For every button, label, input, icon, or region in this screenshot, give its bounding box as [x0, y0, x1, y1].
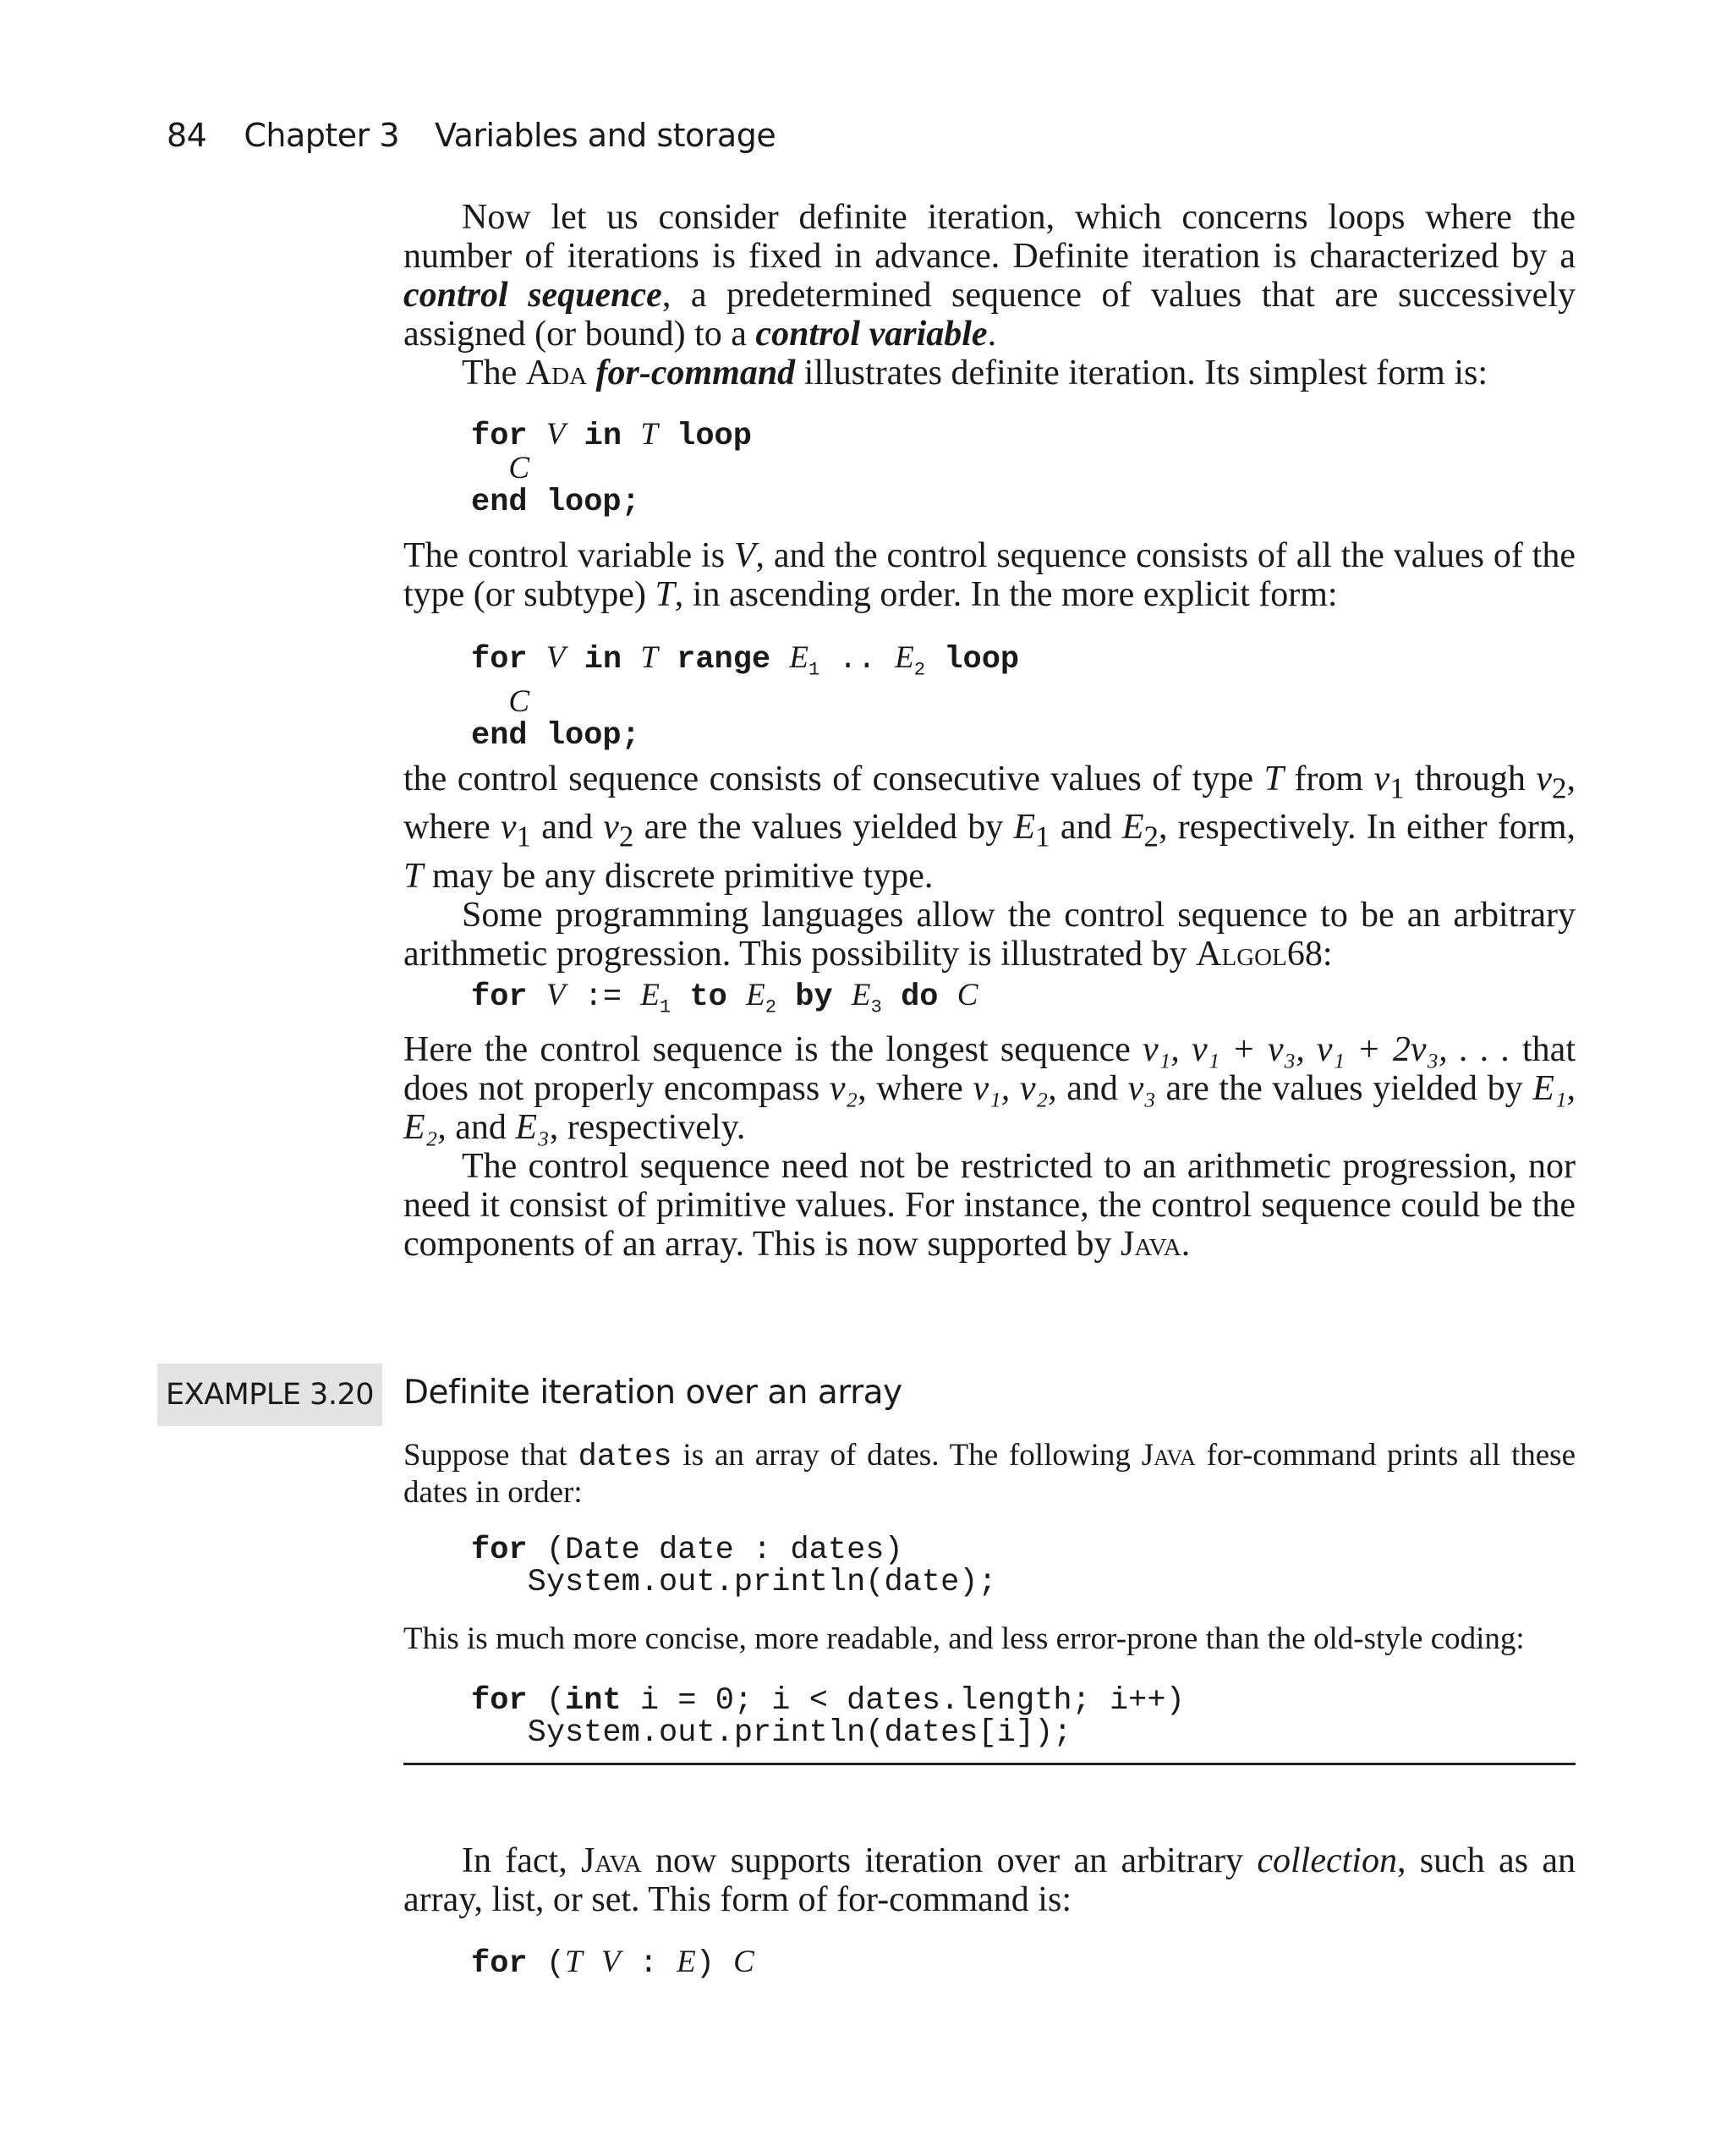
page-number: 84	[167, 117, 207, 154]
paragraph: Some programming languages allow the control sequence to be an arbitrary arithmetic progression. This possibility is illustrated by Algol68:	[403, 895, 1576, 974]
paragraph: This is much more concise, more readable, and less error-prone than the old-style coding:	[403, 1621, 1525, 1656]
example-text-1	[403, 1438, 1576, 1511]
text-block-1	[403, 198, 1576, 392]
running-header	[167, 117, 776, 154]
paragraph: The Ada for-command illustrates definite iteration. Its simplest form is:	[462, 354, 1488, 392]
example-text-2	[403, 1621, 1576, 1657]
text-block-4	[403, 1030, 1576, 1264]
code-block: for V in T loop C end loop;	[471, 417, 752, 520]
code-block: for (T V : E) C	[471, 1945, 754, 1982]
text-block-5	[403, 1841, 1576, 1919]
paragraph: Suppose that dates is an array of dates. The following Java for-command prints all these dates in order:	[403, 1438, 1576, 1510]
lang-name: Ada	[525, 354, 588, 392]
paragraph: Now let us consider definite iteration, which concerns loops where the number of iterations is fixed in advance. Definite iteration is characterized by a control sequence, a predetermined sequence of values that are successively assigned (or bound) to a control variable.	[403, 198, 1576, 354]
term-for-command: for-command	[595, 354, 796, 392]
code-block: for (int i = 0; i < dates.length; i++) System.out.println(dates[i]);	[471, 1683, 1185, 1751]
text-block-2	[403, 536, 1576, 614]
lang-name: Java	[1141, 1438, 1196, 1473]
chapter-title: Variables and storage	[435, 117, 776, 154]
code-block: for (Date date : dates) System.out.println(date);	[471, 1533, 997, 1600]
paragraph: Here the control sequence is the longest sequence v₁, v₁ + v₃, v₁ + 2v₃, . . . that does not properly encompass v₂, where v₁, v₂, and v₃ are the values yielded by E₁, E₂, and E₃, respectively.	[403, 1030, 1576, 1147]
lang-name: Java	[581, 1841, 642, 1880]
lang-name: Algol	[1196, 934, 1287, 974]
example-label: EXAMPLE 3.20	[157, 1363, 382, 1426]
code-block: for V in T range $E_1$ .. $E_2$ loop C end loop;	[471, 640, 1020, 754]
term-control-sequence: control sequence	[403, 276, 662, 315]
example-title: Definite iteration over an array	[403, 1374, 902, 1412]
lang-name: Java	[1121, 1225, 1181, 1264]
text-block-3	[403, 760, 1576, 974]
chapter-label: Chapter 3	[244, 117, 400, 154]
paragraph: The control variable is V, and the control sequence consists of all the values of the type (or subtype) T, in ascending order. In the more explicit form:	[403, 536, 1576, 614]
example-end-rule	[403, 1763, 1576, 1765]
code-block: for V := $E_1$ to $E_2$ by $E_3$ do C	[471, 978, 978, 1018]
paragraph: The control sequence need not be restricted to an arithmetic progression, nor need it consist of primitive values. For instance, the control sequence could be the components of an array. This is now supported by Java.	[403, 1147, 1576, 1264]
inline-code: dates	[578, 1440, 672, 1475]
paragraph: the control sequence consists of consecutive values of type T from $v_1$ through $v_2$, where $v_1$ and $v_2$ are the values yielded by $E_1$ and $E_2$, respectively. In either form, T may be any discrete primitive type.	[403, 760, 1576, 896]
term-control-variable: control variable	[755, 315, 988, 354]
paragraph: In fact, Java now supports iteration over an arbitrary collection, such as an array, list, or set. This form of for-command is:	[403, 1841, 1576, 1919]
